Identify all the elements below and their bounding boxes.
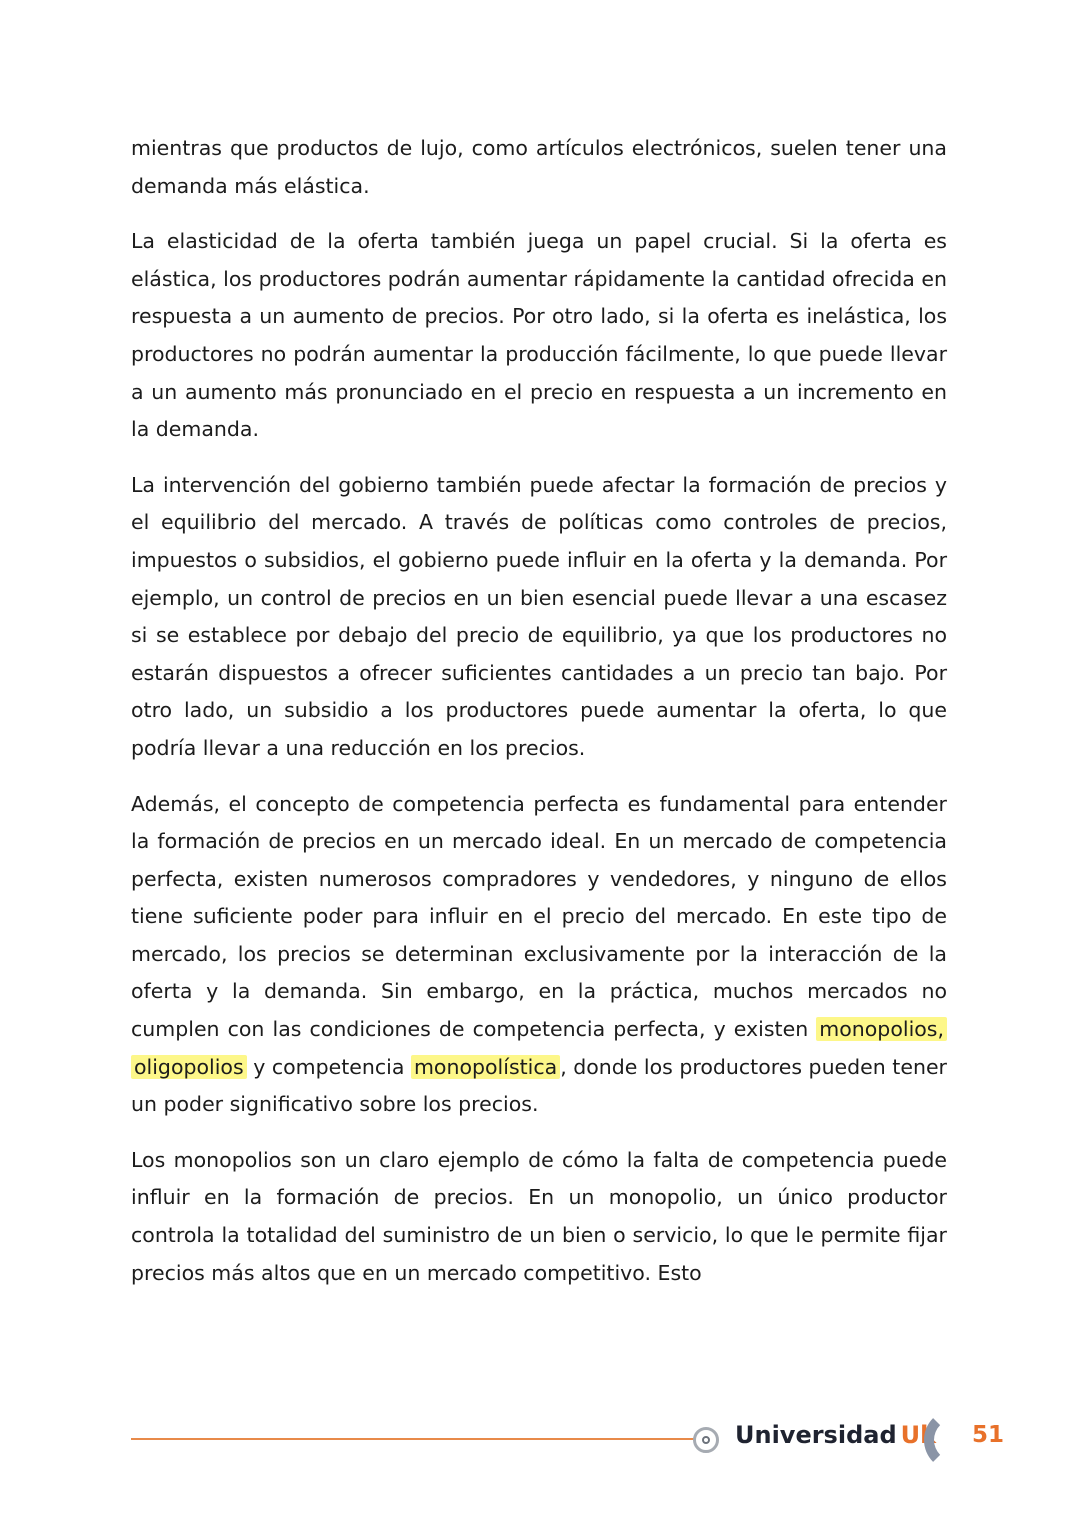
highlight-monopolistica: monopolística [411, 1055, 560, 1079]
brand-accent: Uk [900, 1421, 937, 1449]
paragraph-4-text-b: y competencia [246, 1054, 411, 1079]
paragraph-1: mientras que productos de lujo, como artículos electrónicos, suelen tener una demanda más elástica. [131, 136, 947, 198]
paragraph-2: La elasticidad de la oferta también juega un papel crucial. Si la oferta es elástica, los productores podrán aumentar rápidamente la cantidad ofrecida en respuesta a un aumento de precios. Por otro lado, si la oferta es inelástica, los productores no podrán aumentar la producción fácilmente, lo que puede llevar a un aumento más pronunciado en el precio en respuesta a un incremento en la demanda. [131, 229, 947, 442]
footer-rule [131, 1438, 695, 1440]
paragraph-4-text-a: Además, el concepto de competencia perfecta es fundamental para entender la formación de precios en un mercado ideal. En un mercado de competencia perfecta, existen numerosos compradores y vendedores, y ninguno de ellos tiene suficiente poder para influir en el precio del mercado. En este tipo de mercado, los precios se determinan exclusivamente por la interacción de la oferta y la demanda. Sin embargo, en la práctica, muchos mercados no cumplen con las condiciones de competencia perfecta, y existen [131, 791, 947, 1042]
highlight-monopolios: monopolios, [816, 1017, 947, 1041]
body-text [131, 130, 947, 1310]
highlight-oligopolios: oligopolios [131, 1055, 247, 1079]
paragraph-3: La intervención del gobierno también puede afectar la formación de precios y el equilibrio del mercado. A través de políticas como controles de precios, impuestos o subsidios, el gobierno puede influir en la oferta y la demanda. Por ejemplo, un control de precios en un bien esencial puede llevar a una escasez si se establece por debajo del precio de equilibrio, ya que los productores no estarán dispuestos a ofrecer suficientes cantidades a un precio tan bajo. Por otro lado, un subsidio a los productores puede aumentar la oferta, lo que podría llevar a una reducción en los precios. [131, 472, 947, 760]
paragraph-4 [131, 786, 947, 1124]
brand-logo [735, 1421, 936, 1449]
paragraph-5: Los monopolios son un claro ejemplo de cómo la falta de competencia puede influir en la formación de precios. En un monopolio, un único productor controla la totalidad del suministro de un bien o servicio, lo que le permite fijar precios más altos que en un mercado competitivo. Esto [131, 1147, 947, 1285]
target-circle-icon [693, 1427, 719, 1453]
paragraph-4-text-c: , donde los productores pueden tener un poder significativo sobre los precios. [131, 1054, 947, 1117]
brand-name: Universidad [735, 1421, 897, 1449]
page-number: 51 [972, 1422, 1005, 1448]
